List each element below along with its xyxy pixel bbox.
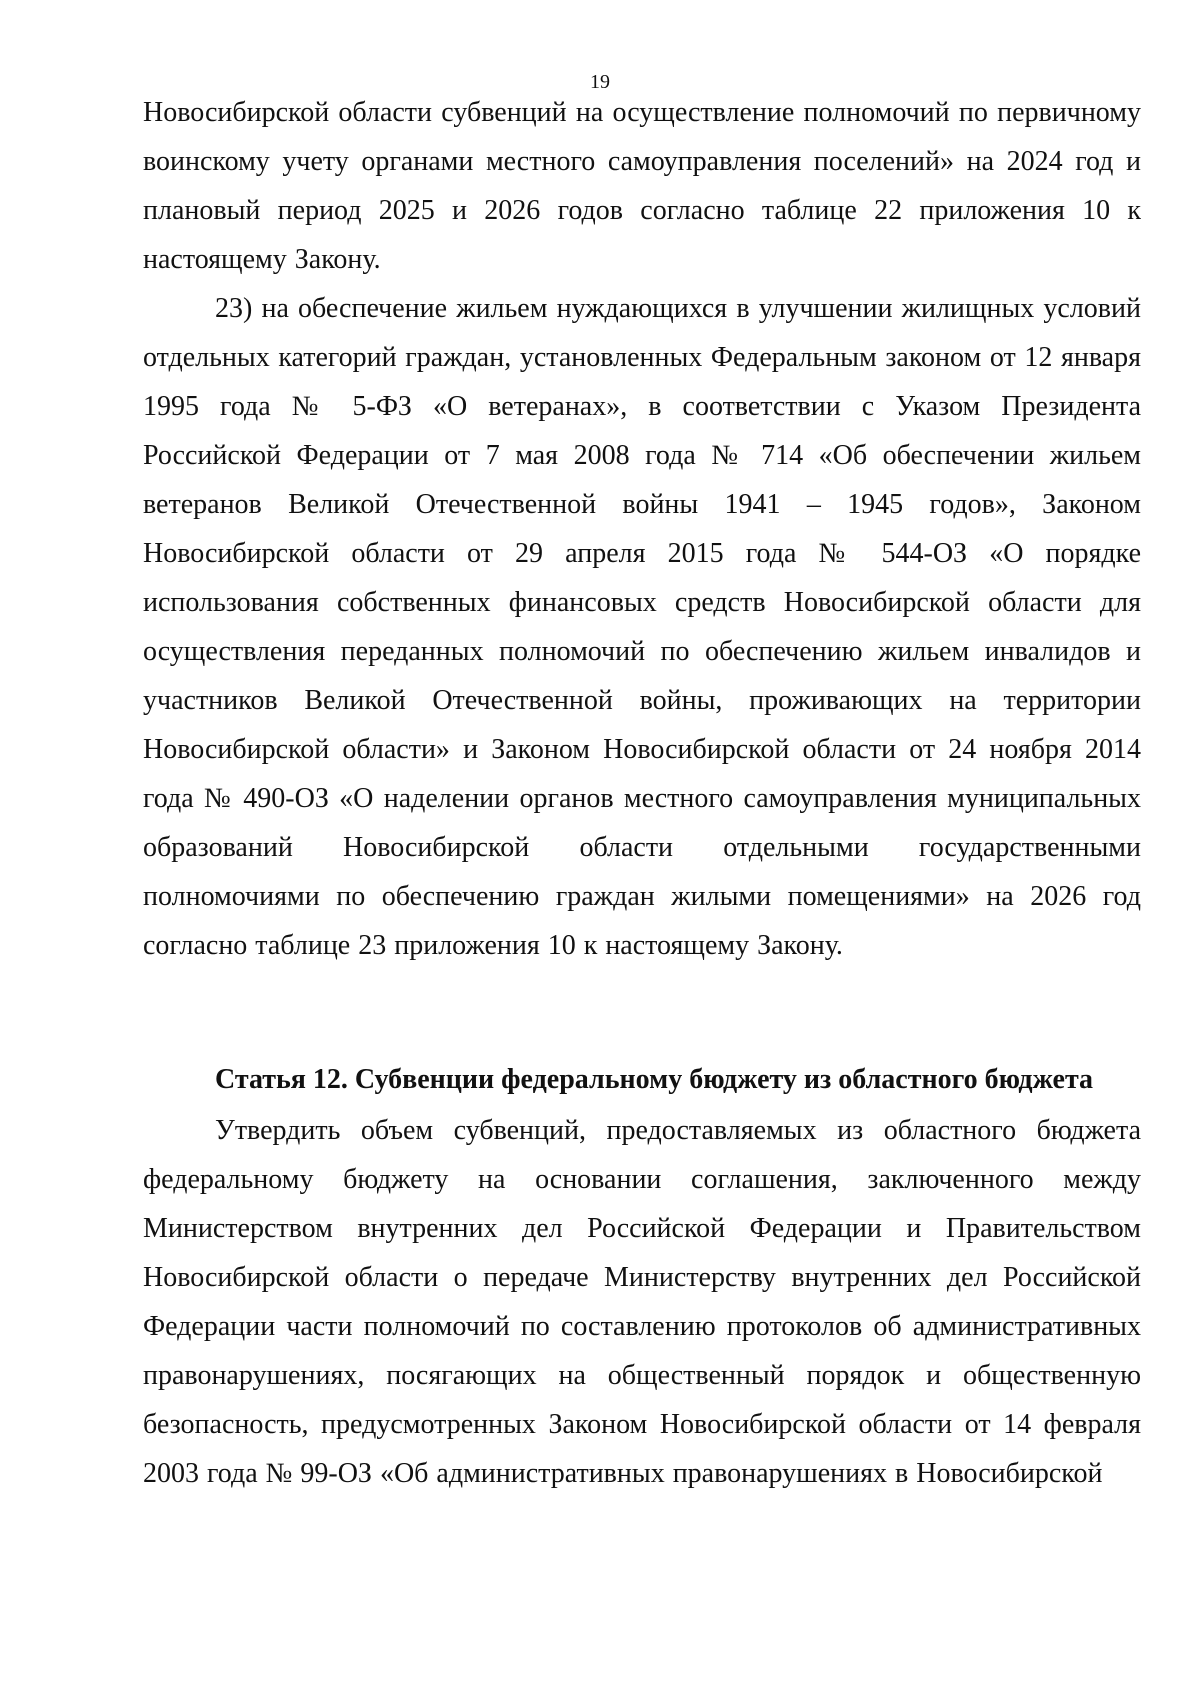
paragraph-continuation: Новосибирской области субвенций на осуществление полномочий по первичному воинскому учету органами местного самоуправления поселений» на 2024 год и плановый период 2025 и 2026 годов согласно таблице 22 приложения 10 к настоящему Закону. (143, 97, 1141, 275)
article-paragraph: Утвердить объем субвенций, предоставляемых из областного бюджета федеральному бюджету на основании соглашения, заключенного между Министерством внутренних дел Российской Федерации и Правительством Новосибирской области о передаче Министерству внутренних дел Российской Федерации части полномочий по составлению протоколов об административных правонарушениях, посягающих на общественный порядок и общественную безопасность, предусмотренных Законом Новосибирской области от 14 февраля 2003 года № 99-ОЗ «Об административных правонарушениях в Новосибирской (143, 1115, 1141, 1489)
paragraph-item-23: 23) на обеспечение жильем нуждающихся в улучшении жилищных условий отдельных категорий граждан, установленных Федеральным законом от 12 января 1995 года № 5-ФЗ «О ветеранах», в соответствии с Указом Президента Российской Федерации от 7 мая 2008 года № 714 «Об обеспечении жильем ветеранов Великой Отечественной войны 1941 – 1945 годов», Законом Новосибирской области от 29 апреля 2015 года № 544-ОЗ «О порядке использования собственных финансовых средств Новосибирской области для осуществления переданных полномочий по обеспечению жильем инвалидов и участников Великой Отечественной войны, проживающих на территории Новосибирской области» и Законом Новосибирской области от 24 ноября 2014 года № 490-ОЗ «О наделении органов местного самоуправления муниципальных образований Новосибирской области отдельными государственными полномочиями по обеспечению граждан жилыми помещениями» на 2026 год согласно таблице 23 приложения 10 к настоящему Закону. (143, 293, 1141, 961)
body-section-top (143, 88, 1141, 970)
page-number: 19 (590, 71, 610, 93)
body-section-article-12 (143, 1106, 1141, 1498)
article-heading: Статья 12. Субвенции федеральному бюджету из областного бюджета (215, 1064, 1094, 1095)
